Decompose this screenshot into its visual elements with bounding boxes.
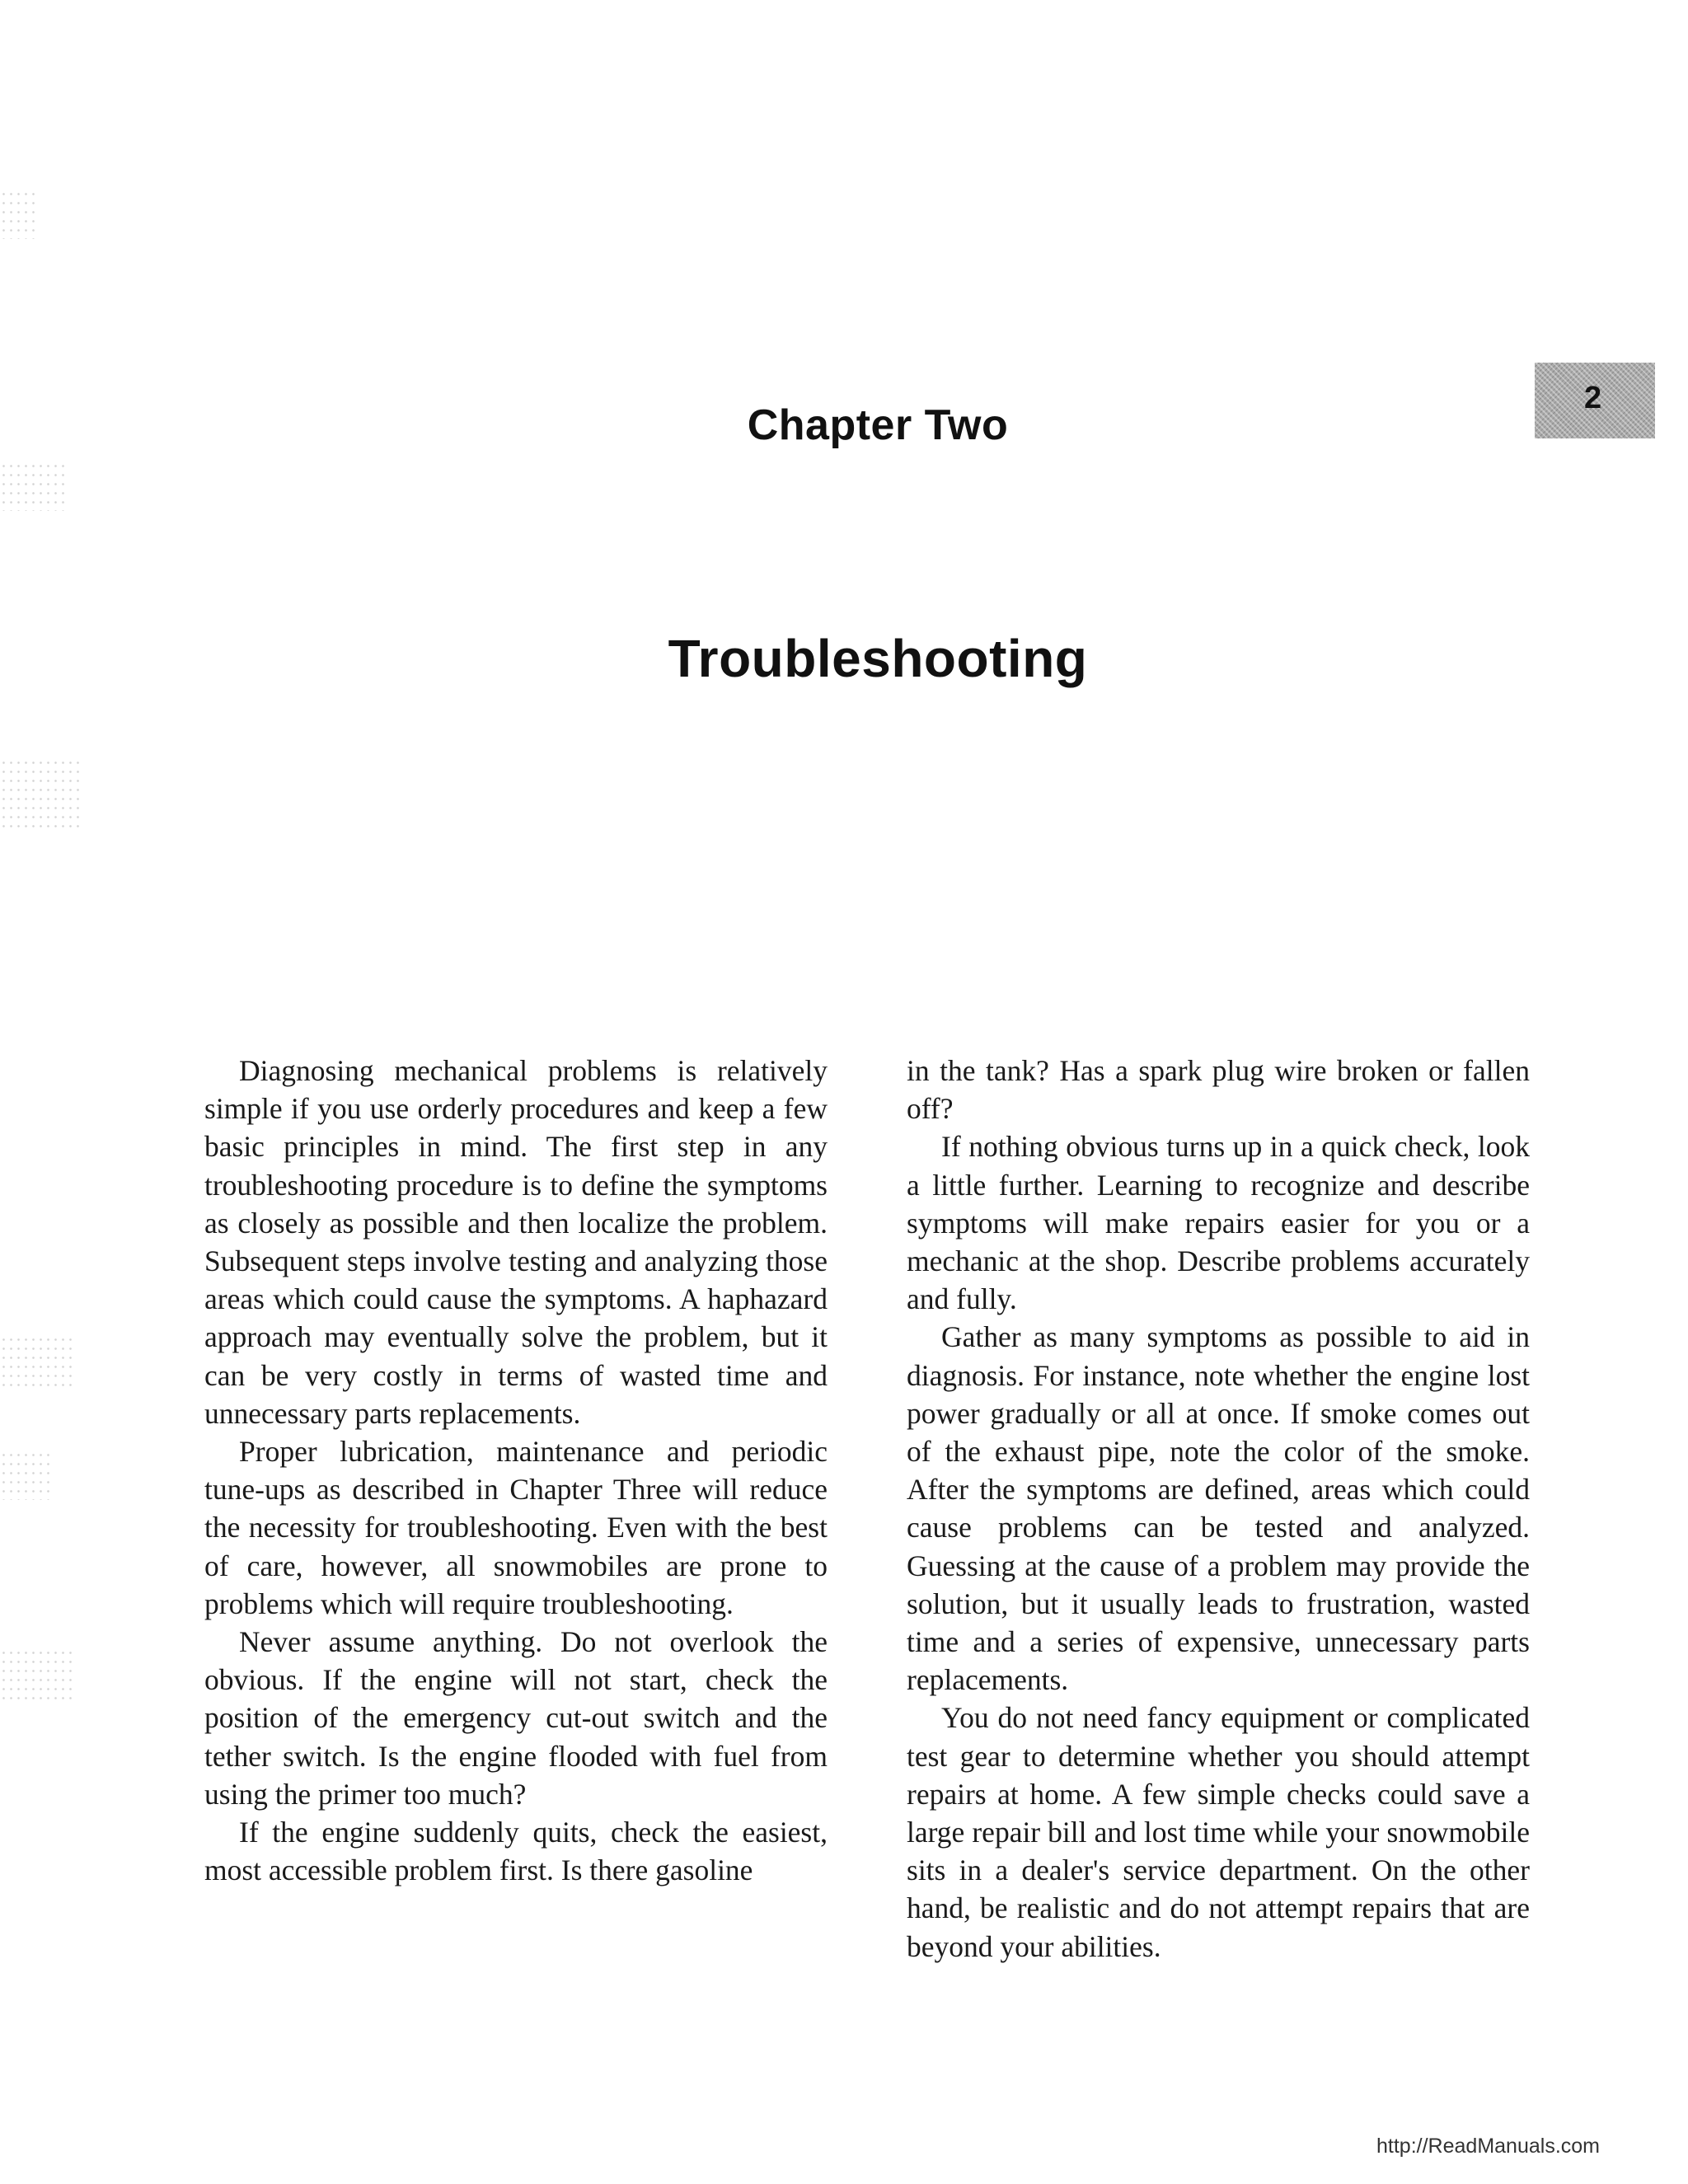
body-paragraph: Gather as many symptoms as possible to aid in diagnosis. For instance, note whether the engine lost power gradually or all at once. If smoke comes out of the exhaust pipe, note the color of the smoke. After the symptoms are defined, areas which could cause problems can be tested and analyzed. Guessing at the cause of a problem may provide the solution, but it usually leads to frustration, wasted time and a series of expensive, unnecessary parts replacements. — [907, 1320, 1530, 1697]
scan-speckle — [0, 462, 66, 511]
chapter-title: Troubleshooting — [668, 629, 1088, 688]
scan-speckle — [0, 1648, 74, 1706]
footer-url[interactable]: http://ReadManuals.com — [1376, 2135, 1600, 2158]
body-paragraph: Proper lubrication, maintenance and periodic tune-ups as described in Chapter Three will reduce the necessity for troubleshooting. Even with the best of care, however, all snowmobiles are prone to problems which will require troubleshooting. — [204, 1435, 828, 1620]
scan-speckle — [0, 758, 79, 832]
body-paragraph: You do not need fancy equipment or complicated test gear to determine whether you should attempt repairs at home. A few simple checks could save a large repair bill and lost time while your snowmobile sits in a dealer's service department. On the other hand, be realistic and do not attempt repairs that are beyond your abilities. — [907, 1701, 1530, 1963]
chapter-label: Chapter Two — [747, 401, 1009, 449]
scan-speckle — [0, 190, 38, 239]
right-column — [907, 1052, 1530, 1966]
left-column — [204, 1052, 828, 1889]
body-paragraph: Diagnosing mechanical problems is relatively simple if you use orderly procedures and keep a few basic principles in mind. The first step in any troubleshooting procedure is to define the symptoms as closely as possible and then localize the problem. Subsequent steps involve testing and analyzing those areas which could cause the symptoms. A haphazard approach may eventually solve the problem, but it can be very costly in terms of wasted time and unnecessary parts replacements. — [204, 1054, 828, 1430]
body-paragraph: If the engine suddenly quits, check the easiest, most accessible problem first. Is there gasoline — [204, 1816, 828, 1887]
chapter-tab-number: 2 — [1584, 381, 1602, 415]
body-paragraph-continued: in the tank? Has a spark plug wire broken or fallen off? — [907, 1054, 1530, 1126]
scan-speckle — [0, 1335, 74, 1393]
body-paragraph: Never assume anything. Do not overlook the obvious. If the engine will not start, check the position of the emergency cut-out switch and the tether switch. Is the engine flooded with fuel from using the primer too much? — [204, 1625, 828, 1811]
body-paragraph: If nothing obvious turns up in a quick check, look a little further. Learning to recognize and describe symptoms will make repairs easier for you or a mechanic at the shop. Describe problems accurately and fully. — [907, 1130, 1530, 1316]
scan-speckle — [0, 1451, 49, 1500]
